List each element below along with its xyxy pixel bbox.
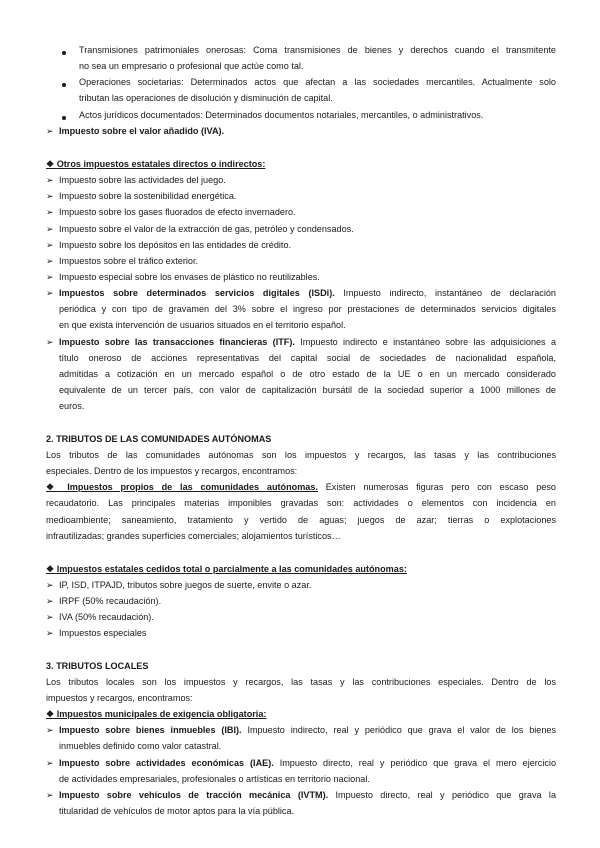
arrow-icon: ➢: [46, 224, 54, 234]
list-item: Impuesto sobre las actividades del juego.: [59, 175, 226, 185]
municipales-heading: ❖ Impuestos municipales de exigencia obligatoria:: [46, 709, 267, 719]
iae-line-2: de actividades empresariales, profesionales o artísticas en territorio nacional.: [59, 774, 370, 784]
list-item: IVA (50% recaudación).: [59, 612, 154, 622]
bullet-ajd: Actos jurídicos documentados: Determinados documentos notariales, mercantiles, o administrativos.: [79, 110, 484, 120]
ibi-line-2: inmuebles definido como valor catastral.: [59, 741, 222, 751]
list-item: Impuesto especial sobre los envases de plástico no reutilizables.: [59, 272, 320, 282]
list-item: Impuestos especiales: [59, 628, 147, 638]
propios-line-1: ❖ Impuestos propios de las comunidades autónomas. Existen numerosas figuras pero con escaso peso: [46, 482, 556, 492]
isd-line-2: periódica y con tipo de gravamen del 3% sobre el ingreso por prestaciones de determinados servicios digitales: [59, 304, 556, 314]
cedidos-heading: ❖ Impuestos estatales cedidos total o parcialmente a las comunidades autónomas:: [46, 564, 407, 574]
list-item: IP, ISD, ITPAJD, tributos sobre juegos de suerte, envite o azar.: [59, 580, 312, 590]
diamond-icon: ❖: [46, 159, 55, 169]
arrow-icon: ➢: [46, 612, 54, 622]
arrow-icon: ➢: [46, 628, 54, 638]
bullet-dot: [62, 51, 66, 55]
itf-line-2: título oneroso de acciones representativas del capital social de sociedades de nacionalidad española,: [59, 353, 556, 363]
itf-line-4: equivalente de un tercer país, con valor de capitalización bursátil de la sociedad superior a 1000 millones de: [59, 385, 556, 395]
bullet-societarias-l2: tributan las operaciones de disolución y disminución de capital.: [79, 93, 333, 103]
arrow-icon: ➢: [46, 580, 54, 590]
diamond-icon: ❖: [46, 709, 55, 719]
bullet-dot: [62, 83, 66, 87]
ccaa-intro-l2: especiales. Dentro de los impuestos y recargos, encontramos:: [46, 466, 298, 476]
bullet-transmisiones-l1: Transmisiones patrimoniales onerosas: Coma transmisiones de bienes y derechos cuando el transmitente: [79, 45, 556, 55]
diamond-icon: ❖: [46, 564, 55, 574]
diamond-icon: ❖: [46, 482, 60, 492]
iae-line-1: Impuesto sobre actividades económicas (IAE). Impuesto directo, real y periódico que grava el mero ejercicio: [59, 758, 557, 768]
arrow-icon: ➢: [46, 288, 54, 298]
otros-heading: ❖ Otros impuestos estatales directos o indirectos:: [46, 159, 266, 169]
list-item: Impuestos sobre el tráfico exterior.: [59, 256, 198, 266]
arrow-icon: ➢: [46, 596, 54, 606]
locales-heading: 3. TRIBUTOS LOCALES: [46, 661, 149, 671]
arrow-icon: ➢: [46, 256, 54, 266]
arrow-icon: ➢: [46, 272, 54, 282]
arrow-icon: ➢: [46, 758, 54, 768]
list-item: Impuesto sobre los gases fluorados de efecto invernadero.: [59, 207, 296, 217]
ccaa-intro-l1: Los tributos de las comunidades autónomas son los impuestos y recargos, las tasas y las contribuciones: [46, 450, 556, 460]
arrow-icon: ➢: [46, 126, 54, 136]
iva-item: Impuesto sobre el valor añadido (IVA).: [59, 126, 225, 136]
arrow-icon: ➢: [46, 337, 54, 347]
itf-line-3: admitidas a cotización en un mercado español o de otro estado de la UE o en un mercado considerado: [59, 369, 556, 379]
propios-line-4: infrautilizadas; grandes superficies comerciales; alojamientos turísticos…: [46, 531, 341, 541]
isd-line-1: Impuestos sobre determinados servicios digitales (ISDi). Impuesto indirecto, instantáneo de declaración: [59, 288, 556, 298]
bullet-transmisiones-l2: no sea un empresario o profesional que actúe como tal.: [79, 61, 304, 71]
arrow-icon: ➢: [46, 240, 54, 250]
bullet-dot: [62, 116, 66, 120]
list-item: IRPF (50% recaudación).: [59, 596, 162, 606]
propios-line-3: medioambiente; saneamiento, tratamiento y vertido de aguas; juegos de azar; tierras o explotaciones: [46, 515, 556, 525]
propios-line-2: recaudatorio. Las principales materias imponibles gravadas son: actividades o elementos con incidencia en: [46, 498, 556, 508]
ibi-line-1: Impuesto sobre bienes inmuebles (IBI). Impuesto indirecto, real y periódico que grava el valor de los bienes: [59, 725, 556, 735]
list-item: Impuesto sobre el valor de la extracción de gas, petróleo y condensados.: [59, 224, 354, 234]
arrow-icon: ➢: [46, 207, 54, 217]
itf-line-5: euros.: [59, 401, 85, 411]
ccaa-heading: 2. TRIBUTOS DE LAS COMUNIDADES AUTÓNOMAS: [46, 434, 272, 444]
ivtm-line-1: Impuesto sobre vehículos de tracción mecánica (IVTM). Impuesto directo, real y periódico que grava la: [59, 790, 557, 800]
bullet-societarias-l1: Operaciones societarias: Determinados actos que afectan a las sociedades mercantiles. Actualmente solo: [79, 77, 556, 87]
itf-line-1: Impuesto sobre las transacciones financieras (ITF). Impuesto indirecto e instantáneo sobre las adquisiciones a: [59, 337, 556, 347]
ivtm-line-2: titularidad de vehículos de motor aptos para la vía pública.: [59, 806, 295, 816]
arrow-icon: ➢: [46, 725, 54, 735]
locales-intro-l2: impuestos y recargos, encontramos:: [46, 693, 193, 703]
locales-intro-l1: Los tributos locales son los impuestos y recargos, las tasas y las contribuciones especiales. Dentro de los: [46, 677, 556, 687]
arrow-icon: ➢: [46, 191, 54, 201]
arrow-icon: ➢: [46, 175, 54, 185]
arrow-icon: ➢: [46, 790, 54, 800]
list-item: Impuesto sobre los depósitos en las entidades de crédito.: [59, 240, 292, 250]
list-item: Impuesto sobre la sostenibilidad energética.: [59, 191, 237, 201]
isd-line-3: en que exista intervención de usuarios situados en el territorio español.: [59, 320, 346, 330]
